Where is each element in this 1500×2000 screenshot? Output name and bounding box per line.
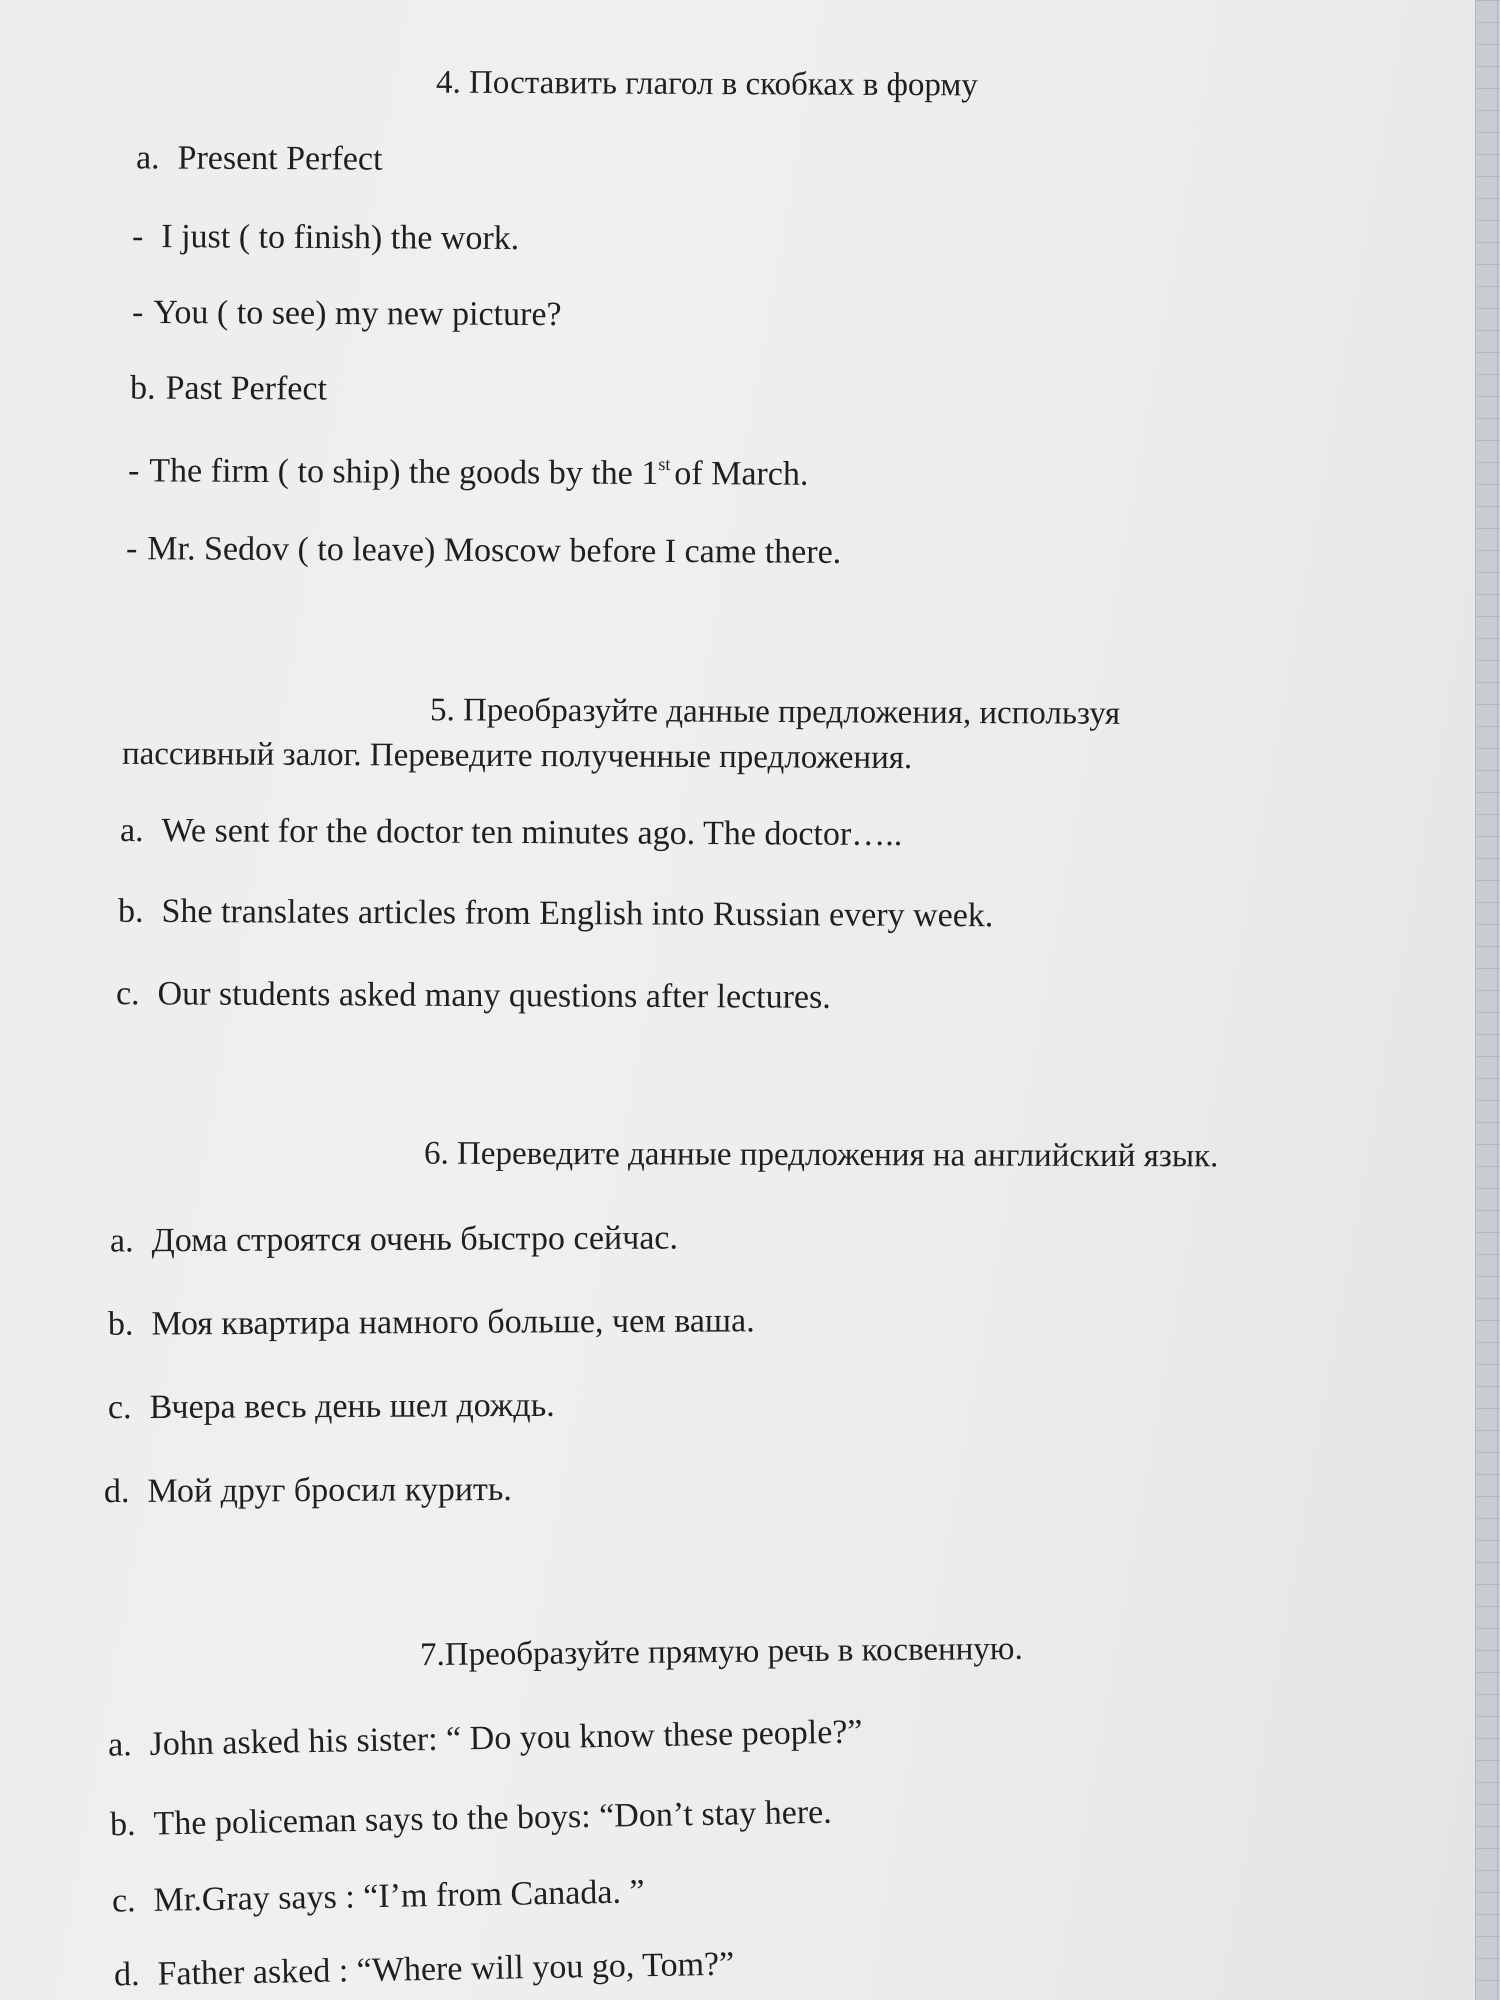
section-7-item-c [112, 1875, 645, 1918]
list-item-text: Mr.Gray says : “I’m from Canada. ” [153, 1873, 645, 1919]
list-marker: b. [107, 1305, 134, 1343]
section-6-item-c [107, 1386, 555, 1427]
list-marker: - [131, 217, 144, 256]
list-marker: - [131, 293, 144, 331]
list-marker: b. [109, 1805, 136, 1844]
list-item-text: You ( to see) my new picture? [153, 293, 562, 334]
list-item-text: We sent for the doctor ten minutes ago. The doctor….. [161, 812, 903, 854]
section-6-item-a [109, 1219, 679, 1260]
section-7-item-d [113, 1945, 735, 1994]
section-4-item-b2 [126, 532, 841, 570]
section-5-item-c [116, 977, 831, 1015]
list-item-text: She translates articles from English into Russian every week. [161, 892, 994, 935]
section-6-item-b [108, 1304, 755, 1341]
list-item-text: Мой друг бросил курить. [147, 1470, 512, 1510]
list-marker: c. [111, 1882, 136, 1920]
list-item-text-end: of March. [674, 455, 809, 493]
list-marker: c. [107, 1389, 132, 1427]
section-4-sub-a [136, 141, 383, 176]
section-4-item-a1 [131, 217, 520, 258]
section-4-sub-b [130, 371, 327, 406]
ordinal-suffix: st [658, 453, 671, 475]
list-marker: c. [115, 975, 140, 1013]
list-marker: d. [113, 1955, 140, 1994]
section-5-item-a [119, 811, 903, 854]
section-4-item-a2 [131, 293, 562, 334]
list-marker: b. [117, 892, 144, 930]
section-4-item-b1 [128, 452, 809, 492]
graph-paper-edge [1475, 0, 1500, 2000]
list-item-text: John asked his sister: “ Do you know these people?” [149, 1713, 863, 1763]
section-5-heading-line-1: 5. Преобразуйте данные предложения, используя [429, 692, 1121, 732]
list-item-text: Mr. Sedov ( to leave) Moscow before I came there. [147, 530, 842, 571]
section-4-heading: 4. Поставить глагол в скобках в форму [435, 64, 978, 104]
list-marker: a. [135, 139, 160, 177]
section-5-heading-line-2: пассивный залог. Переведите полученные предложения. [121, 735, 913, 777]
list-marker: a. [119, 811, 144, 850]
list-item-text: Our students asked many questions after lectures. [157, 975, 831, 1016]
list-item-text: I just ( to finish) the work. [161, 218, 520, 258]
section-7-item-a [108, 1715, 863, 1762]
list-item-text: The firm ( to ship) the goods by the 1 [149, 452, 659, 492]
list-item-text: Father asked : “Where will you go, Tom?” [157, 1945, 735, 1993]
section-7-item-b [109, 1793, 833, 1844]
list-item-text: Вчера весь день шел дождь. [149, 1386, 555, 1426]
list-item-text: Дома строятся очень быстро сейчас. [151, 1219, 679, 1260]
section-5-item-b [117, 892, 994, 935]
list-marker: a. [107, 1726, 132, 1764]
list-marker: d. [103, 1472, 130, 1511]
section-6-heading: 6. Переведите данные предложения на английский язык. [423, 1135, 1219, 1175]
list-marker: - [127, 452, 140, 490]
list-marker: a. [109, 1222, 134, 1260]
list-marker: - [125, 530, 138, 568]
list-item-text: Моя квартира намного больше, чем ваша. [151, 1302, 755, 1343]
sub-heading-text: Present Perfect [177, 139, 383, 178]
section-7-heading: 7.Преобразуйте прямую речь в косвенную. [419, 1630, 1023, 1674]
list-marker: b. [129, 369, 156, 407]
sub-heading-text: Past Perfect [165, 369, 328, 408]
section-6-item-d [103, 1470, 512, 1511]
list-item-text: The policeman says to the boys: “Don’t stay here. [153, 1793, 833, 1843]
